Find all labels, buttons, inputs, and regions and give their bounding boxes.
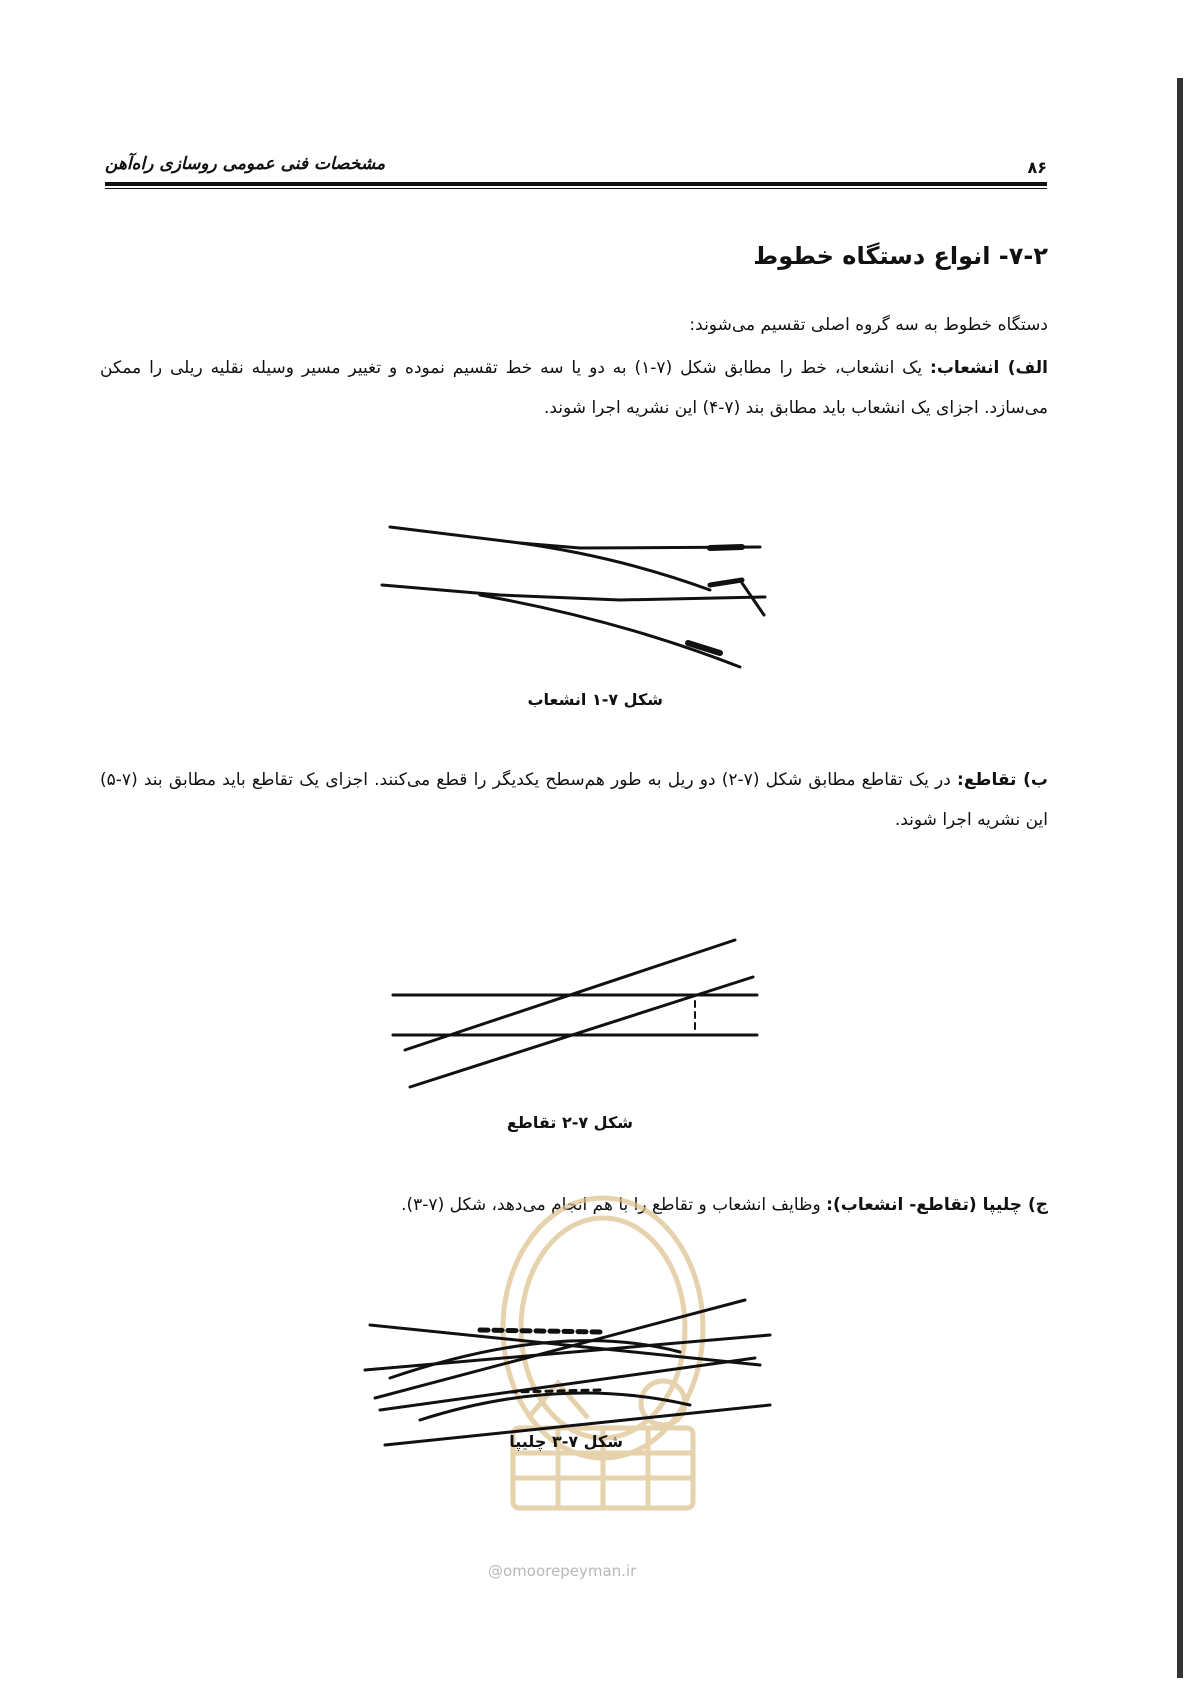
item-b-text: در یک تقاطع مطابق شکل (۷-۲) دو ریل به طور هم‌سطح یکدیگر را قطع می‌کنند. اجزای یک تقاطع باید مطابق بند (۷-۵) این نشریه اجرا شوند. xyxy=(100,770,1048,830)
turnout-crossing-leg xyxy=(742,583,764,615)
figure-2-caption: شکل ۷-۲ تقاطع xyxy=(506,1113,633,1132)
intro-paragraph: دستگاه خطوط به سه گروه اصلی تقسیم می‌شوند: xyxy=(689,315,1048,335)
page-edge-shadow xyxy=(1177,78,1183,1678)
item-a-text: یک انشعاب، خط را مطابق شکل (۷-۱) به دو یا سه خط تقسیم نموده و تغییر مسیر وسیله نقلیه ریلی را ممکن می‌سازد. اجزای یک انشعاب باید مطابق بند (۷-۴) این نشریه اجرا شوند. xyxy=(100,358,1048,418)
page-number: ۸۶ xyxy=(1027,158,1047,177)
header-rule xyxy=(105,182,1047,186)
slip-curve-2 xyxy=(420,1393,690,1420)
page-header xyxy=(105,150,1047,190)
watermark-at-icon: @ xyxy=(488,1562,503,1580)
turnout-rail-diverge-1 xyxy=(520,543,710,590)
header-rule-thin xyxy=(105,188,1047,189)
watermark-site-text: @omoorepeyman.ir xyxy=(488,1562,637,1580)
turnout-guard-rail xyxy=(710,547,742,548)
turnout-rail-main-bottom xyxy=(382,585,765,600)
figure-3-caption: شکل ۷-۳ چلیپا xyxy=(509,1432,623,1451)
figure-1-caption: شکل ۷-۱ انشعاب xyxy=(527,690,663,709)
item-c-text: وظایف انشعاب و تقاطع را با هم انجام می‌دهد، شکل (۷-۳). xyxy=(401,1195,827,1215)
figure-crossing xyxy=(385,935,765,1095)
turnout-guard-rail-2 xyxy=(688,643,720,653)
item-a-paragraph xyxy=(100,348,1048,428)
slip-rail-5 xyxy=(380,1358,755,1410)
slip-rail-3 xyxy=(375,1300,745,1398)
item-a-label: الف) انشعاب: xyxy=(930,358,1049,378)
item-b-paragraph xyxy=(100,760,1048,840)
section-title: ۷-۲- انواع دستگاه خطوط xyxy=(753,242,1048,270)
slip-dashed-top xyxy=(480,1330,600,1332)
item-b-label: ب) تقاطع: xyxy=(957,770,1048,790)
running-title: مشخصات فنی عمومی روسازی راه‌آهن xyxy=(105,154,386,174)
turnout-rail-main-top xyxy=(390,527,760,548)
figure-turnout xyxy=(370,515,780,675)
item-c-label: ج) چلیپا (تقاطع- انشعاب): xyxy=(826,1195,1048,1215)
turnout-rail-diverge-2 xyxy=(480,595,740,667)
turnout-frog-top xyxy=(710,580,742,585)
slip-dashed-mid xyxy=(510,1390,600,1392)
